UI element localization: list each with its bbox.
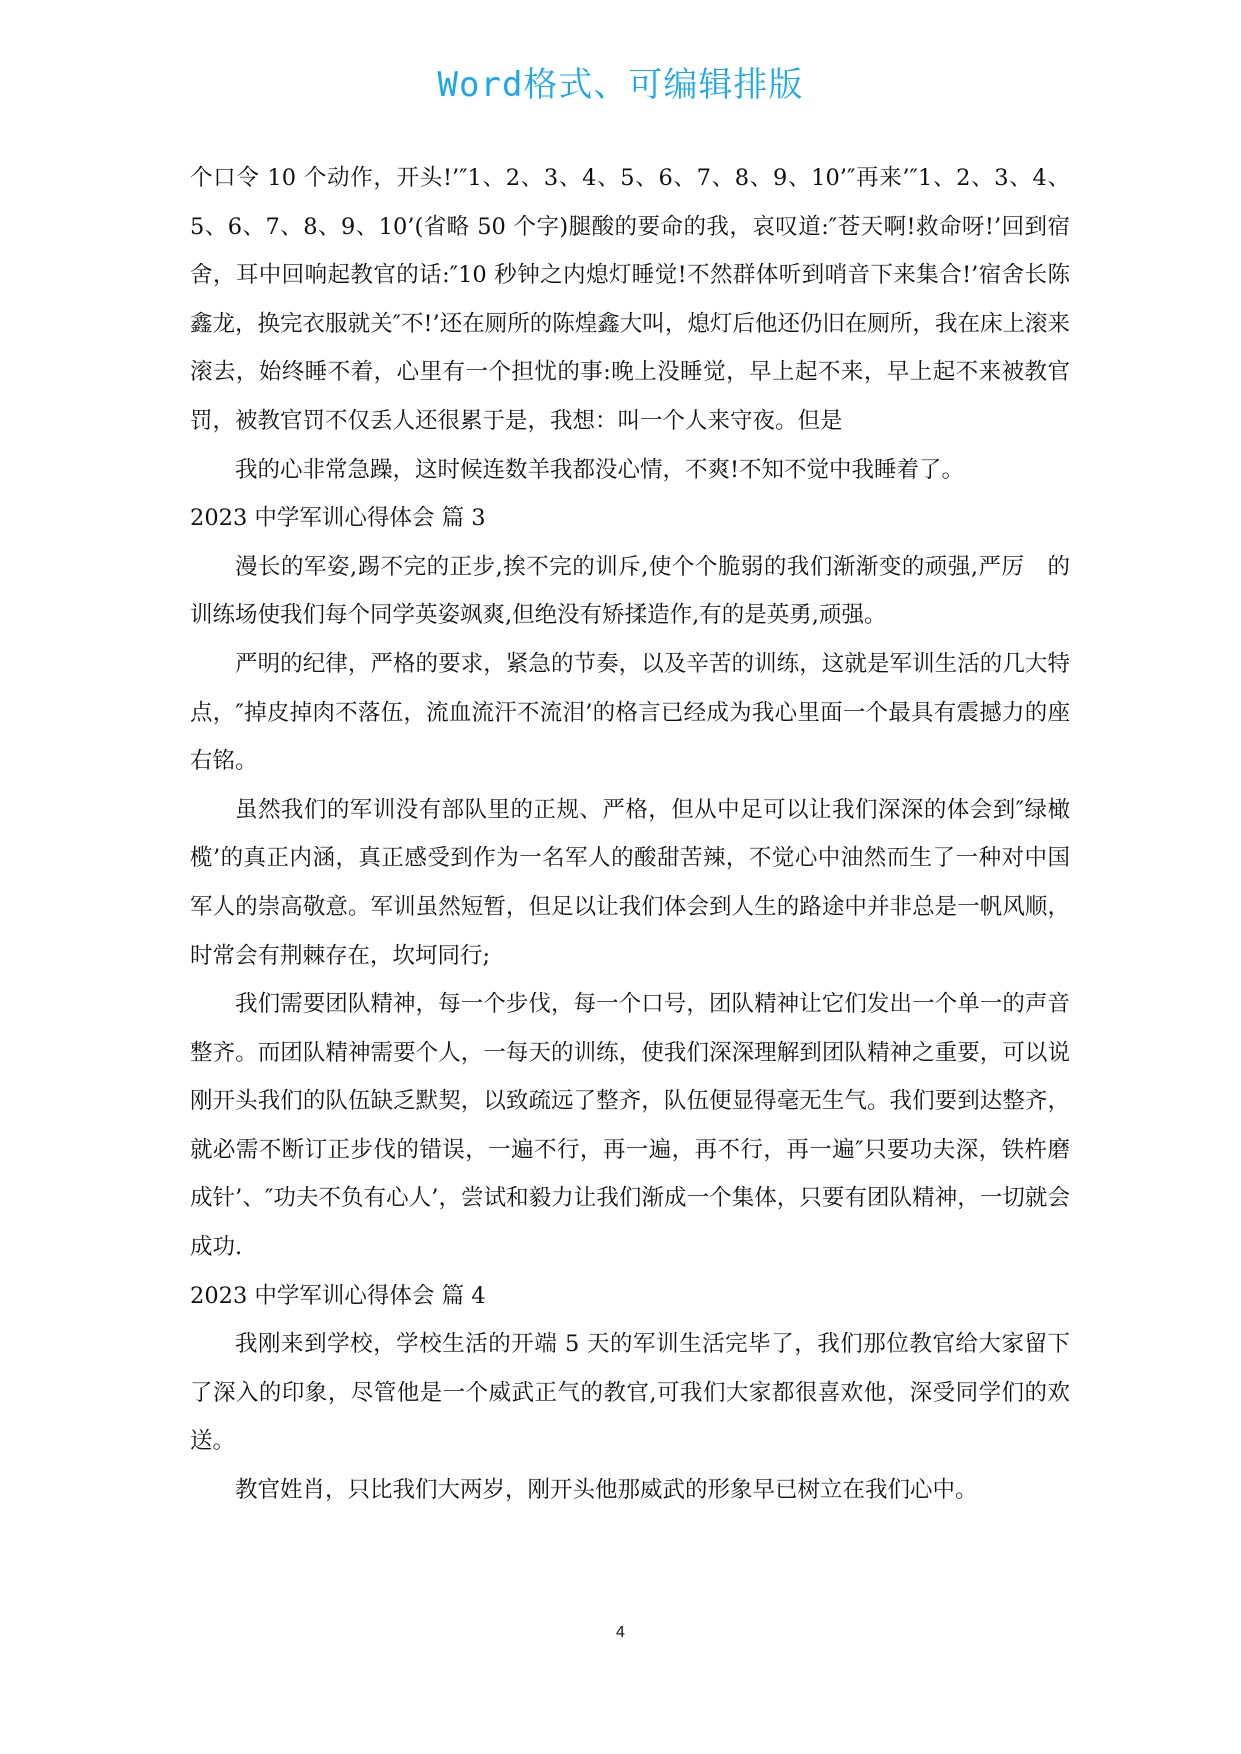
paragraph: 个口令 10 个动作，开头!’″1、2、3、4、5、6、7、8、9、10’″再来’″1、2、3、4、5、6、7、8、9、10’(省略 50 个字)腿酸的要命的我，哀叹道:″苍天啊!救命呀!’回到宿舍，耳中回响起教官的话:″10 秒钟之内熄灯睡觉!不然群体听到哨音下来集合!’宿舍长陈鑫龙，换完衣服就关″不!’还在厕所的陈煌鑫大叫，熄灯后他还仍旧在厕所，我在床上滚来滚去，始终睡不着，心里有一个担忧的事:晚上没睡觉，早上起不来，早上起不来被教官罚，被教官罚不仅丢人还很累于是，我想：叫一个人来守夜。但是	[190, 165, 1070, 434]
document-body	[190, 154, 1070, 1515]
paragraph: 我的心非常急躁，这时候连数羊我都没心情，不爽!不知不觉中我睡着了。	[235, 456, 965, 483]
paragraph: 虽然我们的军训没有部队里的正规、严格，但从中足可以让我们深深的体会到″绿橄榄’的真正内涵，真正感受到作为一名军人的酸甜苦辣，不觉心中油然而生了一种对中国军人的崇高敬意。军训虽然短暂，但足以让我们体会到人生的路途中并非总是一帆风顺，时常会有荆棘存在，坎坷同行;	[190, 796, 1070, 969]
page-number: 4	[615, 1623, 626, 1641]
paragraph: 我们需要团队精神，每一个步伐，每一个口号，团队精神让它们发出一个单一的声音整齐。而团队精神需要个人，一每天的训练，使我们深深理解到团队精神之重要，可以说刚开头我们的队伍缺乏默契，以致疏远了整齐，队伍便显得毫无生气。我们要到达整齐，就必需不断订正步伐的错误，一遍不行，再一遍，再不行，再一遍″只要功夫深，铁杵磨成针’、″功夫不负有心人’，尝试和毅力让我们渐成一个集体，只要有团队精神，一切就会成功.	[190, 991, 1070, 1261]
section-heading: 2023 中学军训心得体会 篇 4	[190, 1282, 486, 1309]
section-heading: 2023 中学军训心得体会 篇 3	[190, 505, 486, 532]
paragraph: 严明的纪律，严格的要求，紧急的节奏，以及辛苦的训练，这就是军训生活的几大特点，″掉皮掉肉不落伍，流血流汗不流泪’的格言已经成为我心里面一个最具有震撼力的座右铭。	[190, 650, 1070, 775]
page-header-title: Word格式、可编辑排版	[437, 65, 804, 105]
paragraph: 教官姓肖，只比我们大两岁，刚开头他那威武的形象早已树立在我们心中。	[235, 1477, 978, 1504]
paragraph: 我刚来到学校，学校生活的开端 5 天的军训生活完毕了，我们那位教官给大家留下了深入的印象，尽管他是一个威武正气的教官,可我们大家都很喜欢他，深受同学们的欢送。	[190, 1331, 1070, 1455]
paragraph: 漫长的军姿,踢不完的正步,挨不完的训斥,使个个脆弱的我们渐渐变的顽强,严厉 的训练场使我们每个同学英姿飒爽,但绝没有矫揉造作,有的是英勇,顽强。	[190, 553, 1070, 629]
